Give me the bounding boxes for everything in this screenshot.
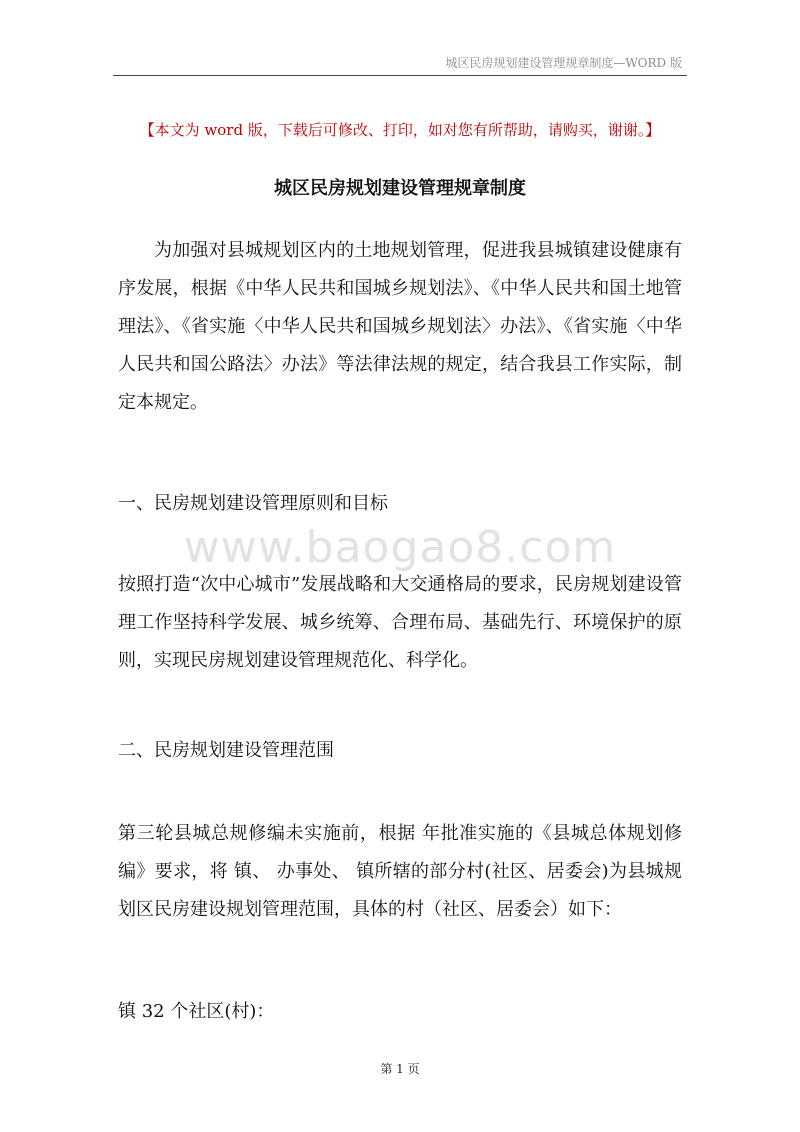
section-2-paragraph: 第三轮县城总规修编未实施前，根据 年批准实施的《县城总体规划修编》要求，将 镇、 办事处、 镇所辖的部分村(社区、居委会)为县城规划区民房建设规划管理范围，具体的村（社区、居委会）如下：: [118, 823, 682, 920]
page-header: 城区民房规划建设管理规章制度—WORD 版: [445, 56, 682, 70]
intro-paragraph: 为加强对县城规划区内的土地规划管理，促进我县城镇建设健康有序发展，根据《中华人民共和国城乡规划法》、《中华人民共和国土地管理法》、《省实施〈中华人民共和国城乡规划法〉办法》、《省实施〈中华人民共和国公路法〉办法》等法律法规的规定，结合我县工作实际，制定本规定。: [118, 240, 682, 413]
section-1-heading: 一、民房规划建设管理原则和目标: [118, 493, 388, 514]
document-title: 城区民房规划建设管理规章制度: [274, 178, 526, 199]
page-number: 第 1 页: [380, 1062, 420, 1076]
download-notice: 【本文为 word 版，下载后可修改、打印，如对您有所帮助，请购买，谢谢。】: [139, 121, 661, 139]
section-1-paragraph: 按照打造“次中心城市”发展战略和大交通格局的要求，民房规划建设管理工作坚持科学发展、城乡统筹、合理布局、基础先行、环境保护的原则，实现民房规划建设管理规范化、科学化。: [118, 574, 682, 671]
section-2-heading: 二、民房规划建设管理范围: [118, 740, 334, 761]
watermark: www.baogao8.com: [183, 522, 617, 573]
header-divider: [113, 75, 687, 76]
section-2-subheading: 镇 32 个社区(村)：: [118, 1001, 275, 1022]
